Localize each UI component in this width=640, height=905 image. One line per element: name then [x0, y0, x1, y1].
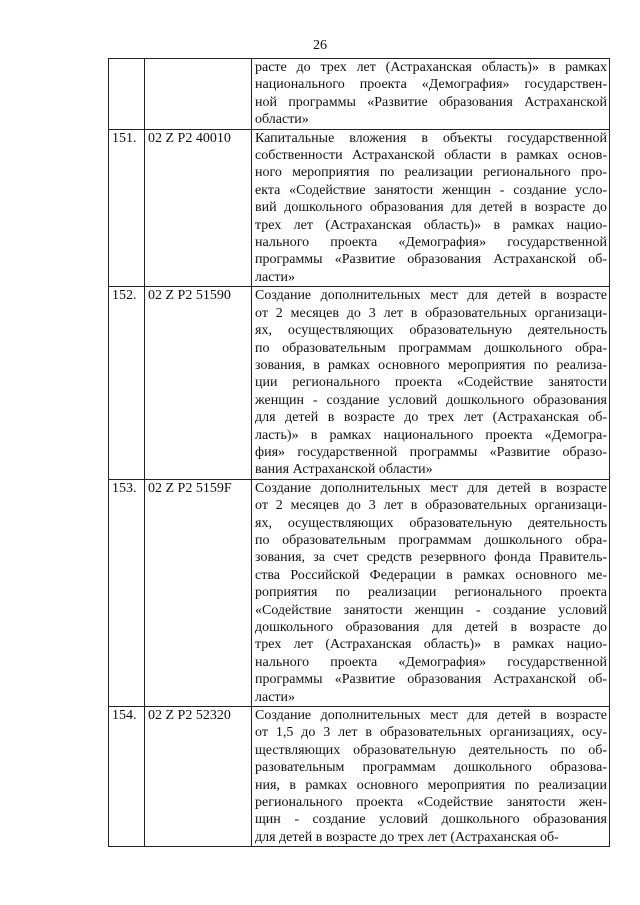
description-line: нального проекта «Демография» государственной [255, 235, 607, 251]
row-number-cell: 153. [109, 479, 145, 706]
description-line: зования, в рамках основного мероприятия по реализа- [255, 357, 607, 373]
classification-code-cell: 02 Z P2 52320 [145, 707, 252, 847]
description-line: ного мероприятия по реализации регионального про- [255, 165, 607, 181]
description-cell [252, 707, 610, 847]
description-line: ях, осуществляющих образовательную деятельность [255, 515, 607, 531]
description-line: регионального проекта «Содействие занятости жен- [255, 795, 607, 811]
description-line: от 1,5 до 3 лет в образовательных организациях, осу- [255, 725, 607, 741]
description-line: нального проекта «Демография» государственной [255, 654, 607, 670]
classification-code-cell: 02 Z P2 51590 [145, 287, 252, 479]
table-row [109, 59, 610, 130]
table-row [109, 707, 610, 847]
description-line: Капитальные вложения в объекты государственной [255, 130, 607, 146]
description-cell [252, 129, 610, 287]
description-line: расте до трех лет (Астраханская область)» в рамках [255, 60, 607, 75]
description-line: ции регионального проекта «Содействие занятости [255, 375, 607, 391]
description-line: разовательным программам дошкольного образова- [255, 760, 607, 776]
row-number-cell: 154. [109, 707, 145, 847]
table-body [109, 59, 610, 847]
description-line: щин - создание условий дошкольного образования [255, 812, 607, 828]
classification-code-cell: 02 Z P2 40010 [145, 129, 252, 287]
description-line: дошкольного образования для детей в возрасте до [255, 620, 607, 635]
description-line: ства Российской Федерации в рамках основного ме- [255, 567, 607, 583]
classification-code-cell: 02 Z P2 5159F [145, 479, 252, 706]
description-cell [252, 59, 610, 130]
description-line: зования, за счет средств резервного фонда Правитель- [255, 550, 607, 566]
description-line: ях, осуществляющих образовательную деятельность [255, 323, 607, 339]
description-line: ласти» [255, 269, 296, 285]
description-cell [252, 479, 610, 706]
page-number: 26 [313, 38, 327, 53]
description-line: для детей в возрасте до трех лет (Астраханская об- [255, 410, 607, 426]
description-line: Создание дополнительных мест для детей в возрасте [255, 480, 607, 496]
description-line: от 2 месяцев до 3 лет в образовательных организаци- [255, 498, 607, 514]
description-line: для детей в возрасте до трех лет (Астраханская об- [255, 829, 559, 845]
row-number-cell: 152. [109, 287, 145, 479]
description-line: роприятия по реализации регионального проекта [255, 585, 607, 601]
table-row [109, 479, 610, 706]
description-line: «Содействие занятости женщин - создание условий [255, 602, 607, 618]
description-line: от 2 месяцев до 3 лет в образовательных организаци- [255, 305, 607, 321]
description-line: екта «Содействие занятости женщин - создание усло- [255, 182, 607, 198]
description-line: фия» государственной программы «Развитие образо- [255, 444, 607, 460]
description-cell [252, 287, 610, 479]
description-line: женщин - создание условий дошкольного образования [255, 392, 607, 408]
description-line: ществляющих образовательную деятельность по об- [255, 742, 607, 758]
description-line: ласти» [255, 689, 296, 705]
description-line: ной программы «Развитие образования Астраханской [255, 94, 607, 110]
budget-classification-table [108, 58, 610, 847]
classification-code-cell [145, 59, 252, 130]
row-number-cell [109, 59, 145, 130]
description-line: области» [255, 112, 309, 128]
description-line: по образовательным программам дошкольного обра- [255, 340, 607, 356]
description-line: вания Астраханской области» [255, 462, 433, 478]
table-row [109, 287, 610, 479]
description-line: программы «Развитие образования Астраханской об- [255, 672, 607, 688]
description-line: национального проекта «Демография» государствен- [255, 77, 607, 93]
description-line: Создание дополнительных мест для детей в возрасте [255, 288, 607, 304]
description-line: трех лет (Астраханская область)» в рамках нацио- [255, 217, 607, 233]
description-line: вий дошкольного образования для детей в возрасте до [255, 200, 607, 216]
description-line: трех лет (Астраханская область)» в рамках нацио- [255, 637, 607, 653]
description-line: собственности Астраханской области в рамках основ- [255, 148, 607, 164]
row-number-cell: 151. [109, 129, 145, 287]
description-line: программы «Развитие образования Астраханской об- [255, 252, 607, 268]
description-line: Создание дополнительных мест для детей в возрасте [255, 708, 607, 724]
description-line: ния, в рамках основного мероприятия по реализации [255, 777, 607, 793]
table-row [109, 129, 610, 287]
description-line: по образовательным программам дошкольного обра- [255, 532, 607, 548]
description-line: ласть)» в рамках национального проекта «Демогра- [255, 427, 607, 443]
